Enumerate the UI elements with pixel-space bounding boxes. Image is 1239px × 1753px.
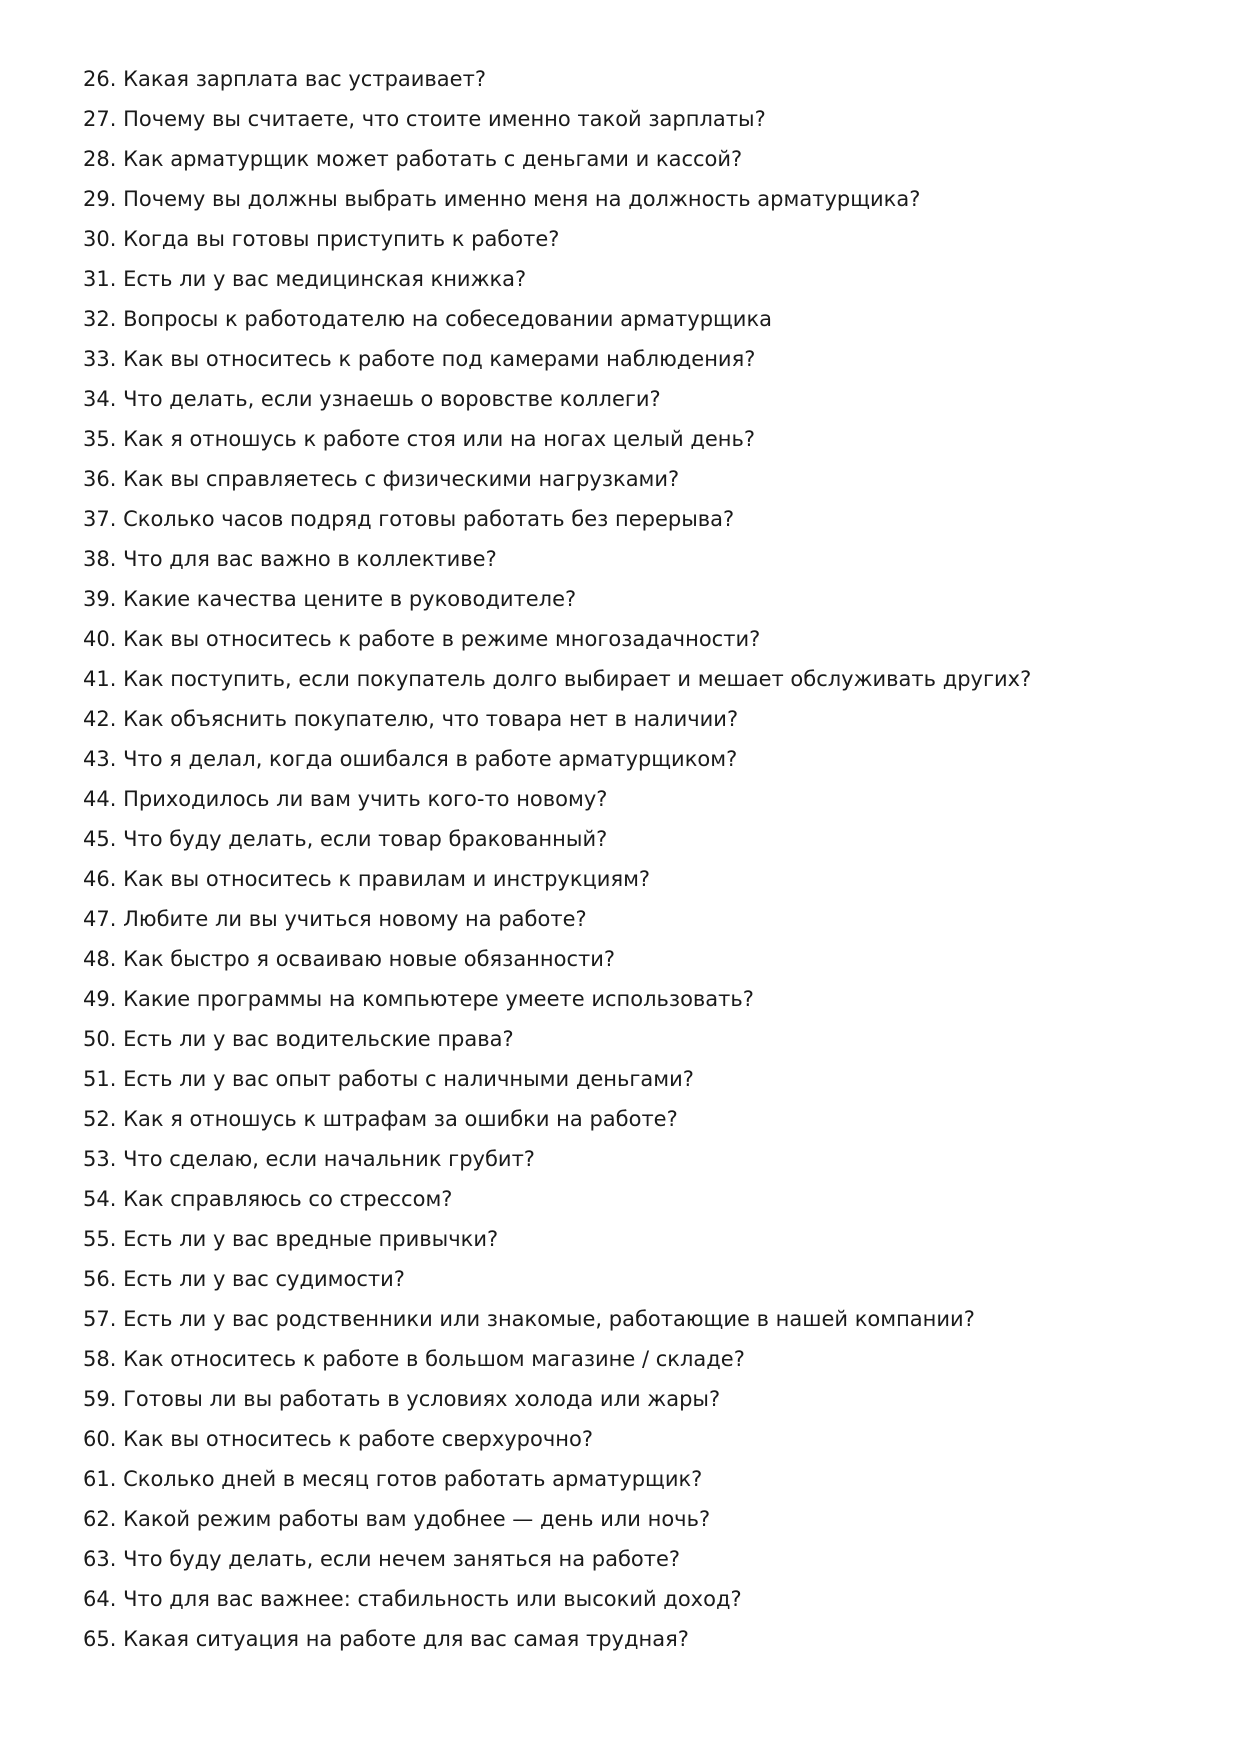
- question-text: Как быстро я осваиваю новые обязанности?: [123, 947, 616, 971]
- question-text: Как вы относитесь к работе в режиме многозадачности?: [123, 627, 761, 651]
- question-number: 30.: [83, 227, 117, 251]
- question-number: 31.: [83, 267, 117, 291]
- question-item: [83, 263, 1183, 303]
- question-number: 41.: [83, 667, 117, 691]
- question-number: 50.: [83, 1027, 117, 1051]
- question-list: [83, 63, 1183, 1663]
- question-text: Что буду делать, если нечем заняться на работе?: [123, 1547, 681, 1571]
- question-item: [83, 1063, 1183, 1103]
- question-text: Сколько часов подряд готовы работать без перерыва?: [123, 507, 735, 531]
- question-text: Что буду делать, если товар бракованный?: [123, 827, 608, 851]
- question-number: 63.: [83, 1547, 117, 1571]
- question-number: 32.: [83, 307, 117, 331]
- question-item: [83, 1383, 1183, 1423]
- question-item: [83, 1143, 1183, 1183]
- question-number: 58.: [83, 1347, 117, 1371]
- question-item: [83, 63, 1183, 103]
- question-text: Как объяснить покупателю, что товара нет в наличии?: [123, 707, 739, 731]
- question-item: [83, 383, 1183, 423]
- question-item: [83, 1423, 1183, 1463]
- question-text: Как вы относитесь к работе сверхурочно?: [123, 1427, 593, 1451]
- question-item: [83, 223, 1183, 263]
- question-text: Есть ли у вас опыт работы с наличными деньгами?: [123, 1067, 694, 1091]
- question-item: [83, 863, 1183, 903]
- question-item: [83, 783, 1183, 823]
- question-number: 40.: [83, 627, 117, 651]
- question-item: [83, 823, 1183, 863]
- question-item: [83, 1543, 1183, 1583]
- question-number: 51.: [83, 1067, 117, 1091]
- question-number: 37.: [83, 507, 117, 531]
- question-item: [83, 143, 1183, 183]
- question-number: 46.: [83, 867, 117, 891]
- question-text: Что я делал, когда ошибался в работе арматурщиком?: [123, 747, 738, 771]
- question-item: [83, 1023, 1183, 1063]
- question-item: [83, 423, 1183, 463]
- question-text: Как я отношусь к штрафам за ошибки на работе?: [123, 1107, 678, 1131]
- question-number: 60.: [83, 1427, 117, 1451]
- question-item: [83, 943, 1183, 983]
- question-text: Любите ли вы учиться новому на работе?: [123, 907, 587, 931]
- question-text: Есть ли у вас водительские права?: [123, 1027, 514, 1051]
- question-item: [83, 983, 1183, 1023]
- question-number: 53.: [83, 1147, 117, 1171]
- question-text: Сколько дней в месяц готов работать арматурщик?: [123, 1467, 703, 1491]
- question-number: 34.: [83, 387, 117, 411]
- question-item: [83, 1343, 1183, 1383]
- question-number: 43.: [83, 747, 117, 771]
- question-number: 52.: [83, 1107, 117, 1131]
- question-item: [83, 103, 1183, 143]
- question-item: [83, 743, 1183, 783]
- question-text: Как вы относитесь к работе под камерами наблюдения?: [123, 347, 756, 371]
- question-number: 33.: [83, 347, 117, 371]
- question-item: [83, 623, 1183, 663]
- question-text: Какая ситуация на работе для вас самая трудная?: [123, 1627, 689, 1651]
- question-item: [83, 463, 1183, 503]
- question-number: 59.: [83, 1387, 117, 1411]
- question-text: Приходилось ли вам учить кого-то новому?: [123, 787, 608, 811]
- question-text: Как арматурщик может работать с деньгами и кассой?: [123, 147, 743, 171]
- question-text: Вопросы к работодателю на собеседовании арматурщика: [123, 307, 773, 331]
- question-number: 64.: [83, 1587, 117, 1611]
- question-text: Что для вас важнее: стабильность или высокий доход?: [123, 1587, 742, 1611]
- question-item: [83, 1303, 1183, 1343]
- question-number: 38.: [83, 547, 117, 571]
- question-number: 26.: [83, 67, 117, 91]
- question-item: [83, 183, 1183, 223]
- question-number: 28.: [83, 147, 117, 171]
- question-number: 45.: [83, 827, 117, 851]
- question-number: 55.: [83, 1227, 117, 1251]
- question-number: 56.: [83, 1267, 117, 1291]
- question-number: 57.: [83, 1307, 117, 1331]
- question-item: [83, 503, 1183, 543]
- question-item: [83, 1583, 1183, 1623]
- question-item: [83, 1503, 1183, 1543]
- question-item: [83, 543, 1183, 583]
- question-text: Как справляюсь со стрессом?: [123, 1187, 453, 1211]
- question-number: 62.: [83, 1507, 117, 1531]
- question-text: Что делать, если узнаешь о воровстве коллеги?: [123, 387, 661, 411]
- question-number: 65.: [83, 1627, 117, 1651]
- question-text: Есть ли у вас медицинская книжка?: [123, 267, 527, 291]
- question-item: [83, 1623, 1183, 1663]
- question-text: Как вы относитесь к правилам и инструкциям?: [123, 867, 651, 891]
- question-number: 36.: [83, 467, 117, 491]
- question-number: 35.: [83, 427, 117, 451]
- question-text: Что для вас важно в коллективе?: [123, 547, 497, 571]
- question-item: [83, 663, 1183, 703]
- question-text: Как я отношусь к работе стоя или на ногах целый день?: [123, 427, 756, 451]
- question-number: 47.: [83, 907, 117, 931]
- question-text: Есть ли у вас вредные привычки?: [123, 1227, 499, 1251]
- question-text: Почему вы считаете, что стоите именно такой зарплаты?: [123, 107, 766, 131]
- question-text: Есть ли у вас судимости?: [123, 1267, 405, 1291]
- question-number: 61.: [83, 1467, 117, 1491]
- question-item: [83, 903, 1183, 943]
- question-item: [83, 703, 1183, 743]
- question-item: [83, 1103, 1183, 1143]
- question-text: Какая зарплата вас устраивает?: [123, 67, 486, 91]
- question-item: [83, 1223, 1183, 1263]
- question-text: Какие качества цените в руководителе?: [123, 587, 577, 611]
- question-text: Готовы ли вы работать в условиях холода или жары?: [123, 1387, 721, 1411]
- question-text: Когда вы готовы приступить к работе?: [123, 227, 560, 251]
- question-item: [83, 1463, 1183, 1503]
- question-item: [83, 583, 1183, 623]
- question-text: Есть ли у вас родственники или знакомые, работающие в нашей компании?: [123, 1307, 975, 1331]
- question-item: [83, 303, 1183, 343]
- question-item: [83, 1183, 1183, 1223]
- question-text: Как поступить, если покупатель долго выбирает и мешает обслуживать других?: [123, 667, 1032, 691]
- question-number: 48.: [83, 947, 117, 971]
- question-item: [83, 343, 1183, 383]
- question-number: 49.: [83, 987, 117, 1011]
- question-number: 29.: [83, 187, 117, 211]
- question-text: Как вы справляетесь с физическими нагрузками?: [123, 467, 680, 491]
- question-number: 42.: [83, 707, 117, 731]
- question-item: [83, 1263, 1183, 1303]
- question-text: Что сделаю, если начальник грубит?: [123, 1147, 535, 1171]
- question-number: 54.: [83, 1187, 117, 1211]
- question-text: Как относитесь к работе в большом магазине / складе?: [123, 1347, 745, 1371]
- question-number: 27.: [83, 107, 117, 131]
- question-text: Почему вы должны выбрать именно меня на должность арматурщика?: [123, 187, 921, 211]
- question-number: 39.: [83, 587, 117, 611]
- question-text: Какие программы на компьютере умеете использовать?: [123, 987, 754, 1011]
- question-number: 44.: [83, 787, 117, 811]
- question-text: Какой режим работы вам удобнее — день или ночь?: [123, 1507, 711, 1531]
